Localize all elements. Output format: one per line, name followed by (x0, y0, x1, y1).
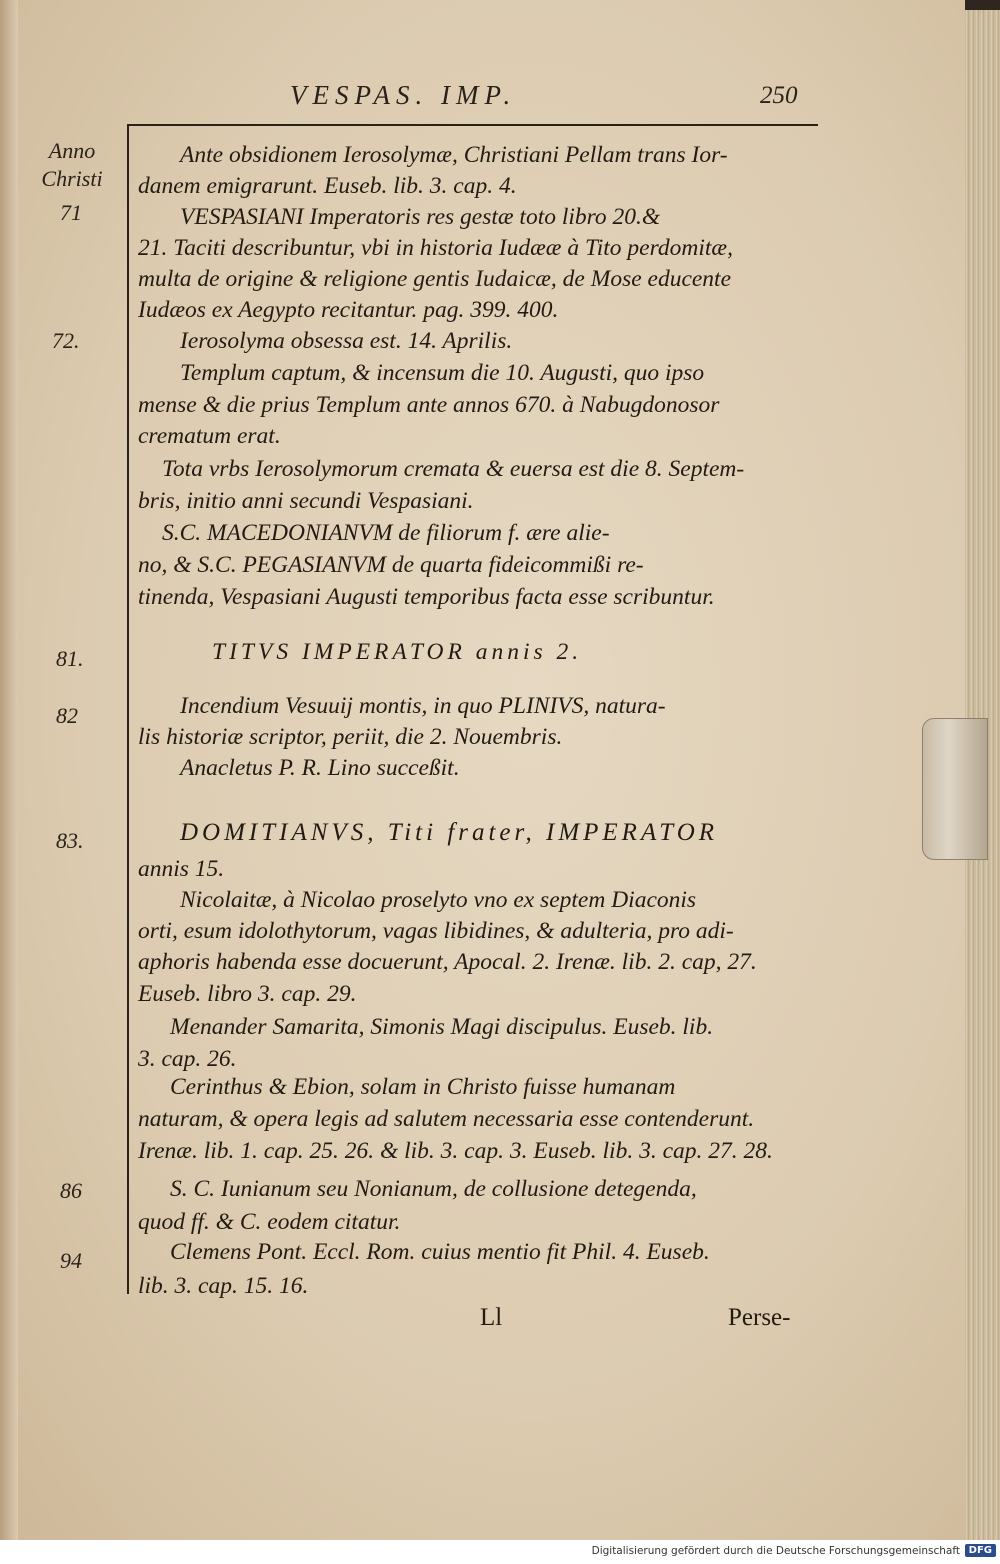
text-line: lis historiæ scriptor, periit, die 2. Nouembris. (138, 724, 563, 750)
footer-credit: Digitalisierung gefördert durch die Deutsche Forschungsgemeinschaft (591, 1545, 960, 1557)
text-line: Anacletus P. R. Lino succeßit. (180, 755, 460, 781)
text-line: crematum erat. (138, 423, 281, 449)
margin-year: 82 (56, 703, 78, 728)
text-line: tinenda, Vespasiani Augusti temporibus facta esse scribuntur. (138, 584, 715, 610)
text-line: orti, esum idolothytorum, vagas libidines, & adulteria, pro adi- (138, 918, 734, 944)
text-line: multa de origine & religione gentis Iudaicæ, de Mose educente (138, 266, 732, 292)
dfg-logo: DFG (965, 1544, 996, 1557)
text-line: Templum captum, & incensum die 10. Augusti, quo ipso (180, 360, 705, 386)
margin-year: 86 (60, 1178, 82, 1203)
text-line: S. C. Iunianum seu Nonianum, de collusione detegenda, (170, 1176, 697, 1202)
catchword: Perse- (728, 1304, 791, 1331)
signature-mark: Ll (480, 1304, 503, 1331)
margin-year: 72. (52, 328, 80, 353)
text-line: Euseb. libro 3. cap. 29. (138, 981, 357, 1007)
text-line: danem emigrarunt. Euseb. lib. 3. cap. 4. (138, 173, 517, 199)
text-line: 3. cap. 26. (138, 1046, 237, 1072)
text-line: Iudæos ex Aegypto recitantur. pag. 399. 400. (138, 297, 559, 323)
text-line: VESPASIANI Imperatoris res gestæ toto libro 20.& (180, 204, 661, 230)
text-line: no, & S.C. PEGASIANVM de quarta fideicommißi re- (138, 552, 644, 578)
margin-heading-anno: Anno (48, 138, 96, 163)
book-clasp (922, 718, 988, 860)
text-line: naturam, & opera legis ad salutem necessaria esse contenderunt. (138, 1106, 755, 1132)
header-rule (128, 124, 818, 126)
section-heading-titus: TITVS IMPERATOR annis 2. (212, 639, 583, 665)
page-number: 250 (760, 82, 798, 109)
text-line: Incendium Vesuuij montis, in quo PLINIVS, natura- (180, 693, 666, 719)
text-line: Menander Samarita, Simonis Magi discipulus. Euseb. lib. (170, 1014, 714, 1040)
text-line: S.C. MACEDONIANVM de filiorum f. ære alie- (162, 520, 610, 546)
text-line: Cerinthus & Ebion, solam in Christo fuisse humanam (170, 1074, 676, 1100)
running-title: VESPAS. IMP. (290, 80, 517, 110)
text-line: Irenæ. lib. 1. cap. 25. 26. & lib. 3. cap. 3. Euseb. lib. 3. cap. 27. 28. (138, 1138, 773, 1164)
text-line: quod ff. & C. eodem citatur. (138, 1209, 401, 1235)
page-gutter-shadow (0, 0, 18, 1540)
text-line: aphoris habenda esse docuerunt, Apocal. 2. Irenæ. lib. 2. cap, 27. (138, 949, 757, 975)
text-line: mense & die prius Templum ante annos 670. à Nabugdonosor (138, 392, 720, 418)
text-line: Tota vrbs Ierosolymorum cremata & euersa est die 8. Septem- (162, 456, 745, 482)
margin-year: 83. (56, 828, 84, 853)
margin-year: 81. (56, 646, 84, 671)
text-line: Ierosolyma obsessa est. 14. Aprilis. (180, 328, 513, 354)
margin-heading-christi: Christi (41, 166, 103, 191)
margin-year: 94 (60, 1248, 82, 1273)
margin-rule (127, 124, 129, 1294)
text-line: lib. 3. cap. 15. 16. (138, 1273, 309, 1299)
text-line: annis 15. (138, 856, 225, 882)
text-line: Ante obsidionem Ierosolymæ, Christiani Pellam trans Ior- (180, 142, 728, 168)
text-line: 21. Taciti describuntur, vbi in historia Iudææ à Tito perdomitæ, (138, 235, 733, 261)
text-line: bris, initio anni secundi Vespasiani. (138, 488, 474, 514)
section-heading-domitianus: DOMITIANVS, Titi frater, IMPERATOR (180, 819, 719, 846)
margin-year: 71 (60, 200, 82, 225)
text-line: Clemens Pont. Eccl. Rom. cuius mentio fit Phil. 4. Euseb. (170, 1239, 710, 1265)
text-line: Nicolaitæ, à Nicolao proselyto vno ex septem Diaconis (180, 887, 697, 913)
